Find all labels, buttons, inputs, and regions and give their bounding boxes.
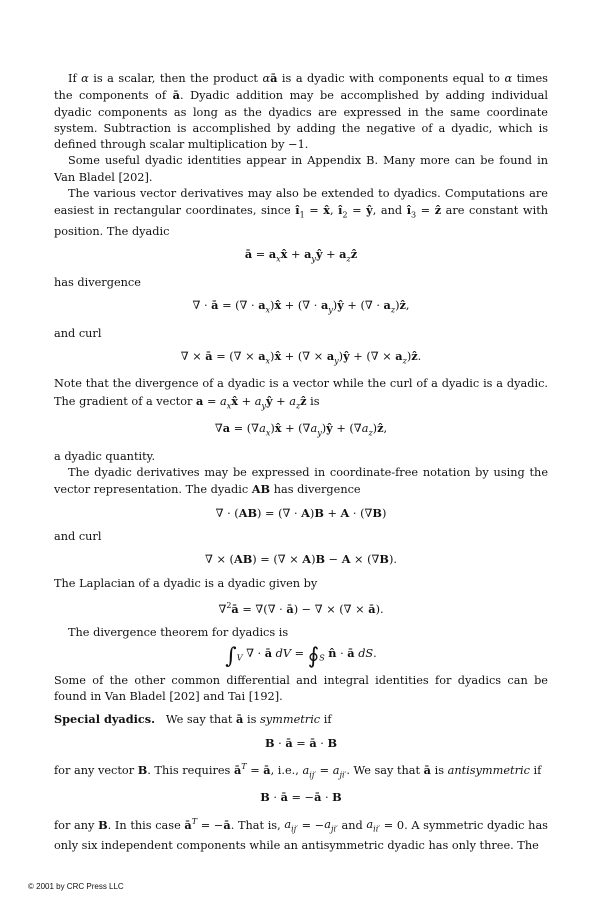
paragraph-special-dyadics: Special dyadics. We say that ā is symmetric if (54, 712, 332, 727)
equation-dyadic-definition: ā = $a_xx̂$ + $a_yŷ$ + $a_zẑ$ (244, 247, 358, 264)
equation-laplacian: ∇$^2$ā = ∇(∇ · ā) − ∇ × (∇ × ā). (218, 600, 384, 616)
paragraph-gradient: Note that the divergence of a dyadic is a vector while the curl of a dyadic is a dyadic. The gradient of a vector $a = a_xx̂$ + $a_yŷ$ + $a_zẑ$ is (54, 377, 548, 410)
paragraph-symmetric-condition: for any vector B. This requires $ā^T$ = ā, i.e., $a_{ij'} = a_{ji'}$. We say that ā is antisymmetric if (54, 762, 542, 780)
paragraph-coordinate-free: The dyadic derivatives may be expressed in coordinate-free notation by using the vector representation. The dyadic AB has divergence (54, 466, 548, 497)
paragraph-other-identities: Some of the other common differential and integral identities for dyadics can be found in Van Bladel [202] and Tai [192]. (54, 673, 548, 704)
section-heading-special-dyadics: Special dyadics. (54, 712, 156, 727)
equation-gradient: $\nabla a = (\nabla a_x)x̂$ + $(\nabla a_y)ŷ$ + $(\nabla a_z)ẑ$, (214, 421, 388, 438)
equation-curl: ∇ × ā = (∇ × $a_x)x̂$ + (∇ × $a_y)ŷ$ + (∇ × $a_z)ẑ$. (180, 348, 422, 366)
paragraph-and-curl-2: and curl (54, 530, 102, 544)
equation-divergence-theorem: $\int_V$ ∇ · ā dV = $∮_S$ n̂ · ā dS. (225, 644, 377, 670)
paragraph-laplacian: The Laplacian of a dyadic is a dyadic given by (54, 576, 318, 590)
paragraph-scalar-multiplication: If α is a scalar, then the product αā is a dyadic with components equal to α times the components of ā. Dyadic addition may be accomplished by adding individual dyadic components as long as the dyadics are expressed in the same coordinate system. Subtraction is accomplished by adding the negative of a dyadic, which is defined through scalar multiplication by −1. (54, 71, 548, 152)
paragraph-has-divergence: has divergence (54, 275, 141, 289)
paragraph-vector-derivatives: The various vector derivatives may also be extended to dyadics. Computations are easiest in rectangular coordinates, since $î_1$ = x̂, $î_2$ = ŷ, and $î_3$ = ẑ are constant with position. The dyadic (54, 187, 549, 238)
page-body (54, 70, 548, 854)
equation-divergence: ∇ · ā = (∇ · $a_x)x̂$ + (∇ · $a_y)ŷ$ + (∇ · $a_z)ẑ$, (192, 298, 410, 315)
paragraph-identities: Some useful dyadic identities appear in Appendix B. Many more can be found in Van Bladel [202]. (54, 154, 548, 184)
equation-symmetric: B · ā = ā · B (265, 735, 337, 750)
copyright-footer: © 2001 by CRC Press LLC (28, 882, 124, 891)
paragraph-divergence-theorem: The divergence theorem for dyadics is (68, 625, 289, 639)
paragraph-antisymmetric-condition: for any B. In this case $ā^T$ = −ā. That is, $a_{ij'} = -a_{ji'}$ and $a_{ii'} = 0$. A symmetric dyadic has only six independent components while an antisymmetric dyadic has only three. The (54, 816, 548, 852)
equation-antisymmetric: B · ā = −ā · B (260, 790, 342, 805)
paragraph-and-curl: and curl (54, 326, 102, 340)
paragraph-dyadic-quantity: a dyadic quantity. (54, 449, 156, 463)
equation-ab-divergence: ∇ · (AB) = (∇ · A)B + A · (∇B) (215, 505, 387, 520)
equation-ab-curl: ∇ × (AB) = (∇ × A)B − A × (∇B). (205, 552, 397, 567)
